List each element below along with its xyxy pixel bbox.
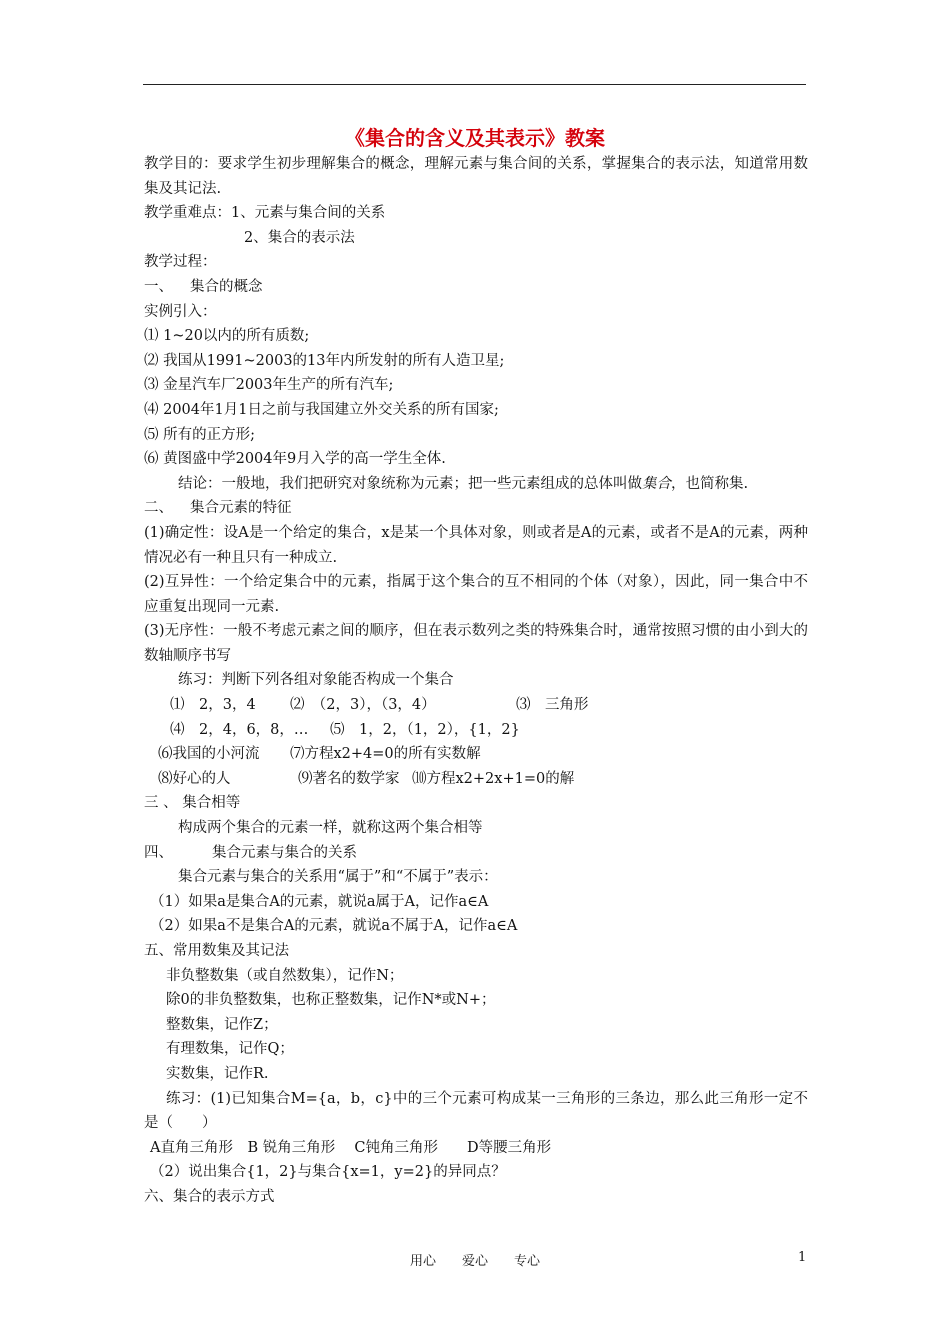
section-6-heading: 六、集合的表示方式 [144,1188,275,1205]
section-5-heading: 五、常用数集及其记法 [144,943,289,959]
relation-item: （1）如果a是集合A的元素，就说a属于A，记作a∈A [150,893,489,910]
exercise-item: ⑴ 2，3，4 [170,697,256,714]
exercise-item: ⑵ （2，3），（3，4） [290,697,436,714]
exercise-item: ⑶ 三角形 [516,697,589,714]
number-set-item: 除0的非负整数集，也称正整数集，记作N*或N+； [166,992,496,1009]
property-unordered: (3)无序性：一般不考虑元素之间的顺序，但在表示数列之类的特殊集合时，通常按照习惯的由小到大的数轴顺序书写 [144,623,808,664]
document-title: 《集合的含义及其表示》教案 [345,126,605,150]
header-rule [143,84,806,85]
property-distinctness: (2)互异性：一个给定集合中的元素，指属于这个集合的互不相同的个体（对象），因此，同一集合中不应重复出现同一元素. [144,574,808,615]
example-item: ⑴ 1~20以内的所有质数; [144,328,310,345]
exercise-row [144,693,808,718]
exercise-item: ⑸ 1，2，（1，2），{1，2} [330,721,520,738]
number-set-item: 整数集，记作Z； [166,1016,278,1033]
set-equality-text: 构成两个集合的元素一样，就称这两个集合相等 [178,820,483,837]
answer-options: A直角三角形 B 锐角三角形 C钝角三角形 D等腰三角形 [150,1139,552,1156]
section-2-heading [144,496,808,521]
process-heading: 教学过程： [144,254,217,271]
document-body [144,152,808,1210]
exercise-item: ⑺方程x2+4=0的所有实数解 [290,746,481,763]
example-item: ⑹ 黄图盛中学2004年9月入学的高一学生全体. [144,451,446,468]
exercise-item: ⑼著名的数学家 [298,770,400,787]
section-title: 集合元素的特征 [190,500,292,517]
exercise-question-2: （2）说出集合{1，2}与集合{x=1，y=2}的异同点？ [150,1164,506,1181]
section-number: 二、 [144,500,173,517]
exercise-item: ⑷ 2，4，6，8，… [170,721,309,738]
number-set-item: 实数集，记作R. [166,1065,269,1082]
page-number: 1 [798,1250,807,1265]
section-number: 一、 [144,278,173,295]
number-set-item: 非负整数集（或自然数集），记作N； [166,967,404,984]
conclusion-term: 集合 [642,475,671,492]
exercise-row [144,718,808,743]
key-point-2: 2、集合的表示法 [244,229,355,246]
example-item: ⑷ 2004年1月1日之前与我国建立外交关系的所有国家; [144,401,499,418]
section-4-heading [144,841,808,866]
example-item: ⑵ 我国从1991~2003的13年内所发射的所有人造卫星; [144,352,505,369]
relation-text: 集合元素与集合的关系用“属于”和“不属于”表示： [178,869,498,886]
section-3-heading: 三 、 集合相等 [144,795,241,812]
exercise-question-1: 练习：(1)已知集合M={a，b，c}中的三个元素可构成某一三角形的三条边，那么此三角形一定不是（ ） [144,1090,808,1132]
examples-intro: 实例引入： [144,303,217,320]
exercise-item: ⑽方程x2+2x+1=0的解 [412,770,575,787]
exercise-row [144,742,808,767]
property-definiteness: (1)确定性：设A是一个给定的集合，x是某一个具体对象，则或者是A的元素，或者不是A的元素，两种情况必有一种且只有一种成立. [144,524,808,566]
exercise-item: ⑹我国的小河流 [158,746,260,763]
conclusion-end: ，也简称集. [671,475,749,492]
section-number: 四、 [144,844,173,861]
example-item: ⑶ 金星汽车厂2003年生产的所有汽车; [144,377,394,394]
number-set-item: 有理数集，记作Q； [166,1041,294,1058]
teaching-goal: 教学目的：要求学生初步理解集合的概念，理解元素与集合间的关系，掌握集合的表示法，知道常用数集及其记法. [144,156,808,197]
conclusion-text: 结论：一般地，我们把研究对象统称为元素；把一些元素组成的总体叫做 [178,475,642,492]
conclusion [144,472,808,497]
key-points: 教学重难点：1、元素与集合间的关系 [144,205,386,222]
relation-item: （2）如果a不是集合A的元素，就说a不属于A，记作a∈A [150,918,518,935]
footer-slogan: 用心 爱心 专心 [409,1254,540,1269]
section-title: 集合元素与集合的关系 [212,844,357,861]
example-item: ⑸ 所有的正方形; [144,426,255,443]
section-1-heading [144,275,808,300]
exercise-heading: 练习：判断下列各组对象能否构成一个集合 [178,672,454,689]
section-title: 集合的概念 [190,278,263,295]
exercise-item: ⑻好心的人 [158,770,231,787]
exercise-row [144,767,808,792]
